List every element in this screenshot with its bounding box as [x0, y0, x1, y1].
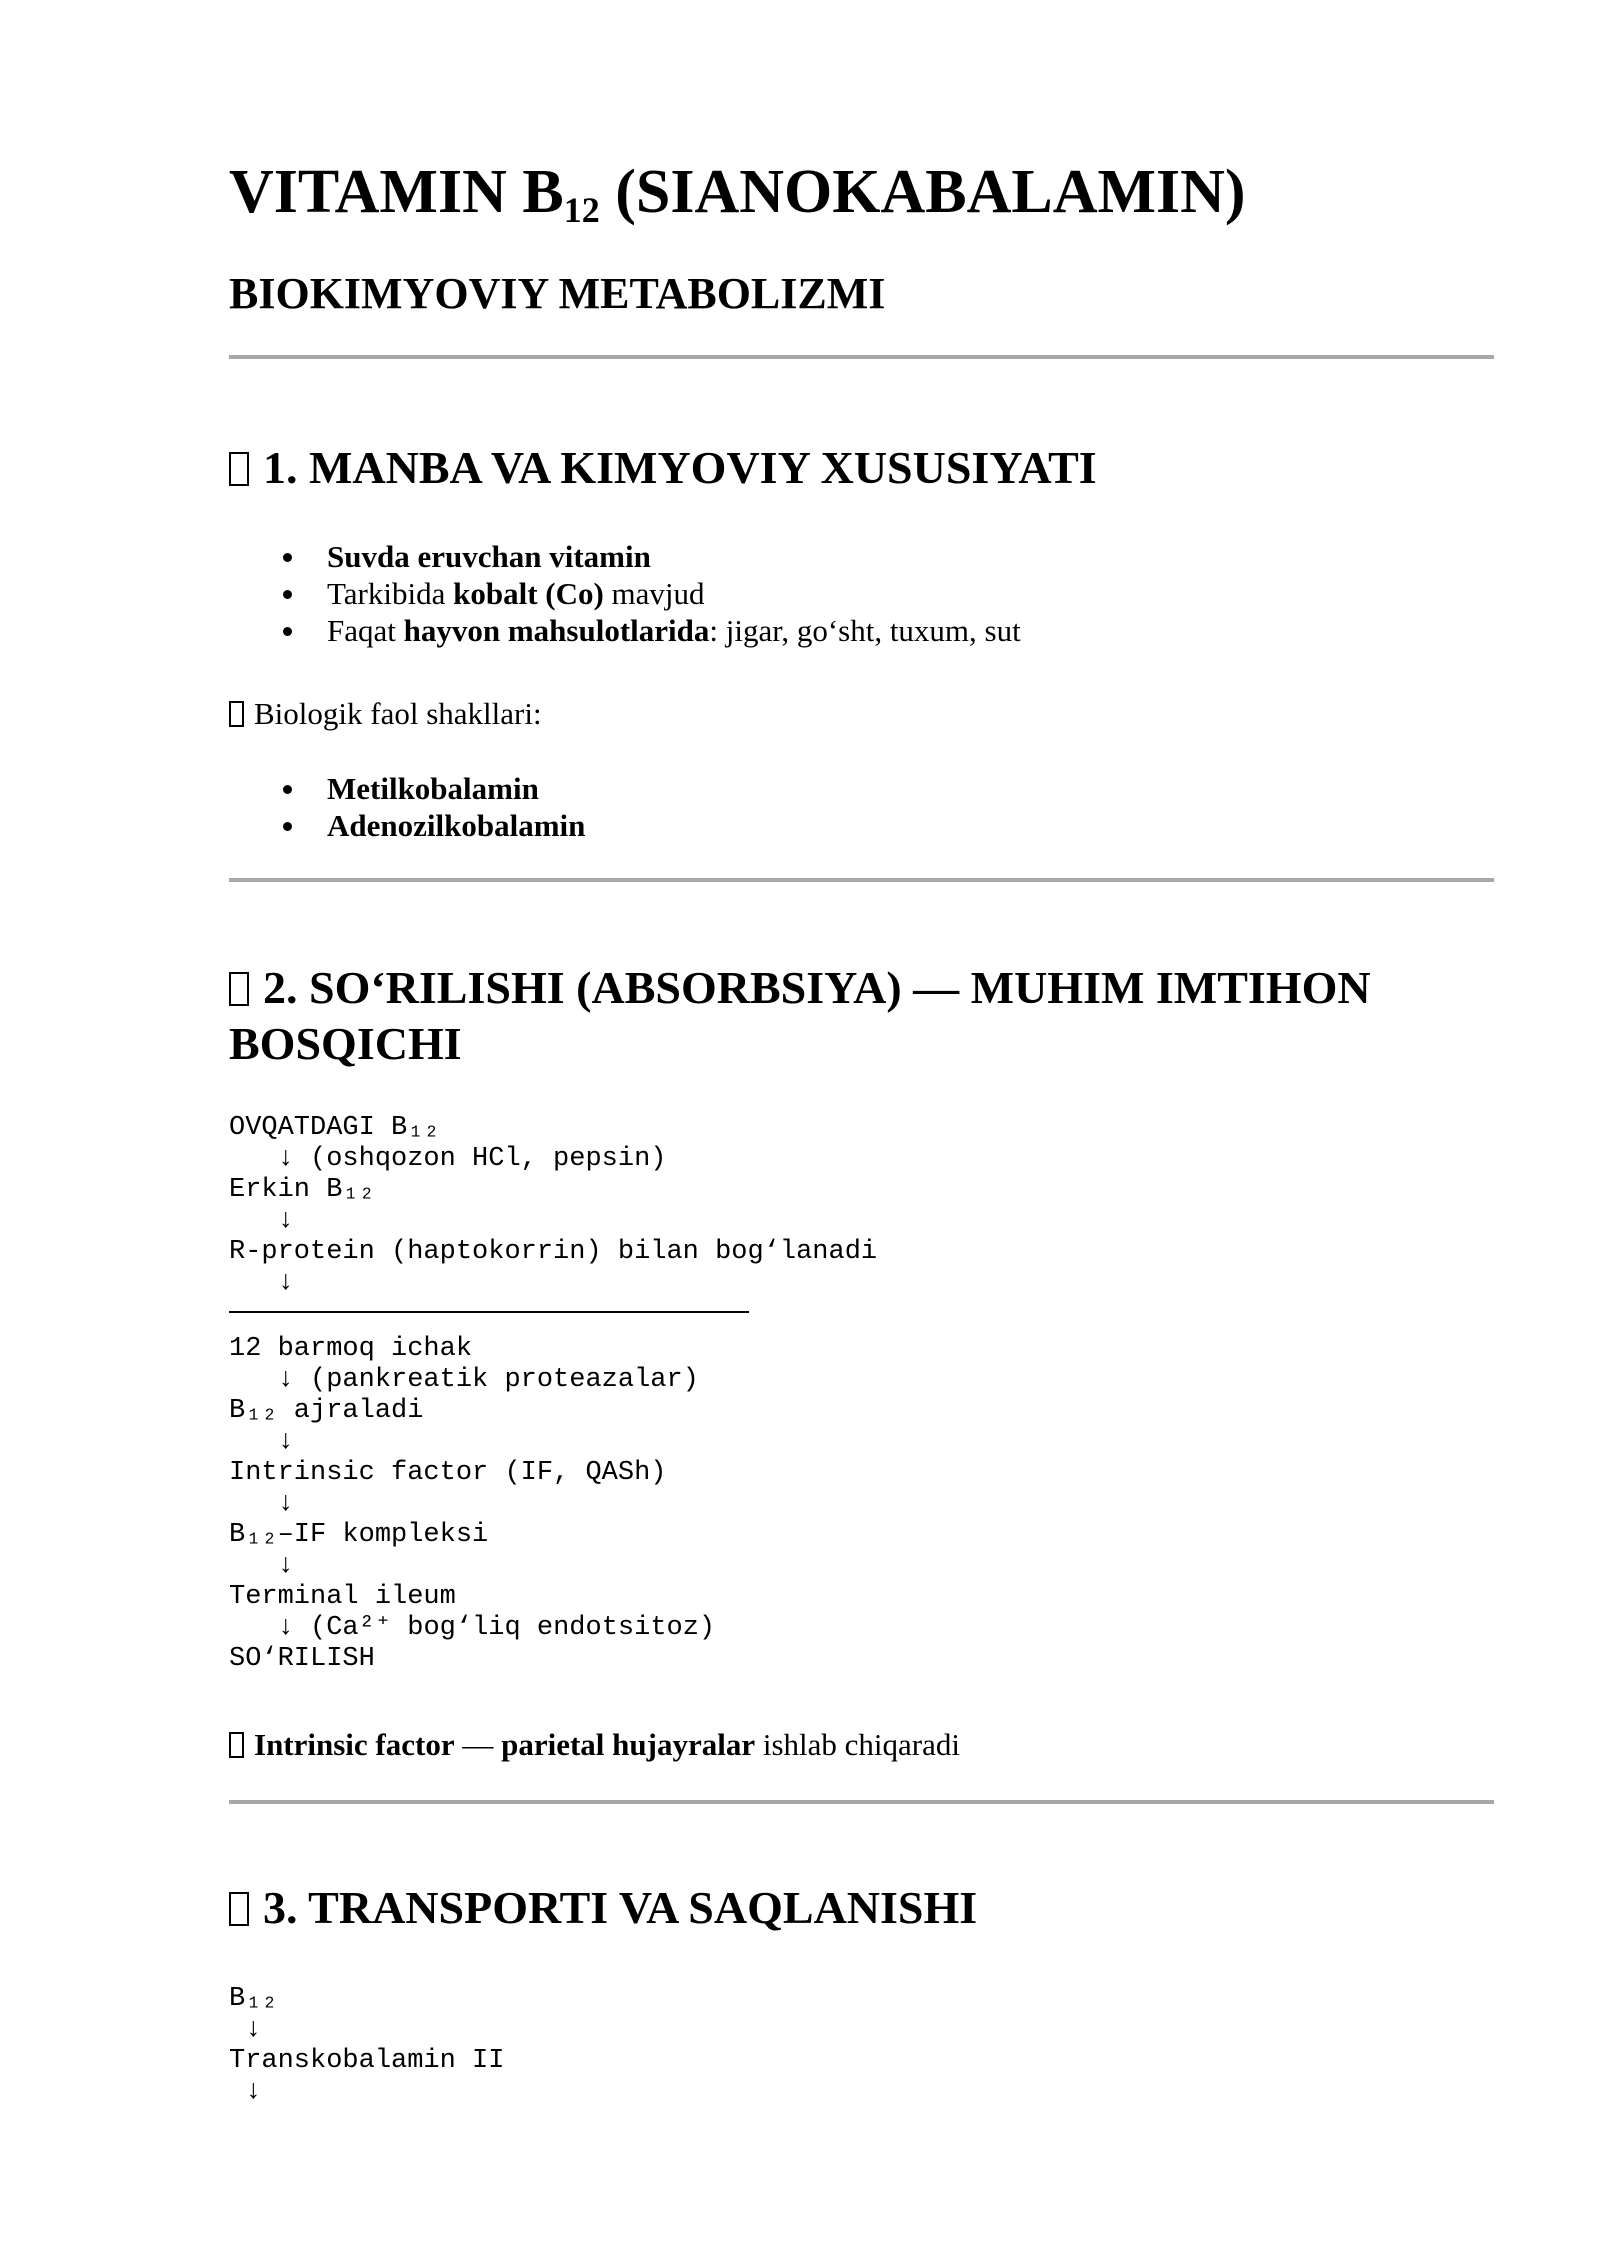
list-item-text: mavjud	[603, 576, 705, 611]
intrinsic-factor-note	[229, 1726, 960, 1763]
title-subscript: 12	[563, 190, 600, 230]
forms-note-text: Biologik faol shakllari:	[254, 696, 542, 731]
properties-list	[229, 538, 1021, 649]
document-subtitle: BIOKIMYOVIY METABOLIZMI	[229, 269, 886, 318]
missing-glyph-icon	[229, 972, 249, 1006]
section-heading-1-text: 1. MANBA VA KIMYOVIY XUSUSIYATI	[263, 442, 1097, 493]
list-item-bold: Metilkobalamin	[327, 771, 539, 806]
forms-list	[229, 770, 585, 844]
list-item-bold: hayvon mahsulotlarida	[403, 613, 710, 648]
divider	[229, 878, 1494, 882]
section-heading-3	[229, 1880, 977, 1936]
divider	[229, 1800, 1494, 1804]
list-item-text: : jigar, go‘sht, tuxum, sut	[709, 613, 1021, 648]
list-item	[229, 807, 585, 844]
absorption-flow-top: OVQATDAGI B₁₂ ↓ (oshqozon HCl, pepsin) Erkin B₁₂ ↓ R-protein (haptokorrin) bilan bog‘lanadi ↓	[229, 1113, 878, 1298]
missing-glyph-icon	[229, 701, 244, 727]
list-item	[229, 538, 1021, 575]
list-item	[229, 575, 1021, 612]
list-item-text: Tarkibida	[327, 576, 454, 611]
note-text: ishlab chiqaradi	[755, 1727, 960, 1762]
missing-glyph-icon	[229, 1732, 244, 1758]
transport-flow: B₁₂ ↓ Transkobalamin II ↓	[229, 1984, 505, 2107]
document-title	[229, 155, 1246, 229]
flow-separator	[229, 1311, 749, 1313]
missing-glyph-icon	[229, 1892, 249, 1926]
section-heading-2-text: 2. SO‘RILISHI (ABSORBSIYA) — MUHIM IMTIHON BOSQICHI	[229, 962, 1371, 1069]
list-item	[229, 612, 1021, 649]
list-item	[229, 770, 585, 807]
note-bold: parietal hujayralar	[501, 1727, 756, 1762]
list-item-bold: Suvda eruvchan vitamin	[327, 539, 651, 574]
forms-note	[229, 695, 542, 732]
section-heading-3-text: 3. TRANSPORTI VA SAQLANISHI	[263, 1882, 978, 1933]
section-heading-1	[229, 440, 1097, 496]
absorption-flow-bottom: 12 barmoq ichak ↓ (pankreatik proteazalar) B₁₂ ajraladi ↓ Intrinsic factor (IF, QASh) ↓ B₁₂–IF kompleksi ↓ Terminal ileum ↓ (Ca²⁺ bog‘liq endotsitoz) SO‘RILISH	[229, 1334, 716, 1674]
list-item-text: Faqat	[327, 613, 404, 648]
note-text: —	[454, 1727, 502, 1762]
divider	[229, 355, 1494, 359]
title-rest: (SIANOKABALAMIN)	[599, 158, 1246, 226]
title-main: VITAMIN B	[229, 158, 564, 226]
note-bold: Intrinsic factor	[254, 1727, 455, 1762]
section-heading-2	[229, 960, 1494, 1072]
list-item-bold: Adenozilkobalamin	[327, 808, 586, 843]
list-item-bold: kobalt (Co)	[453, 576, 604, 611]
missing-glyph-icon	[229, 452, 249, 486]
